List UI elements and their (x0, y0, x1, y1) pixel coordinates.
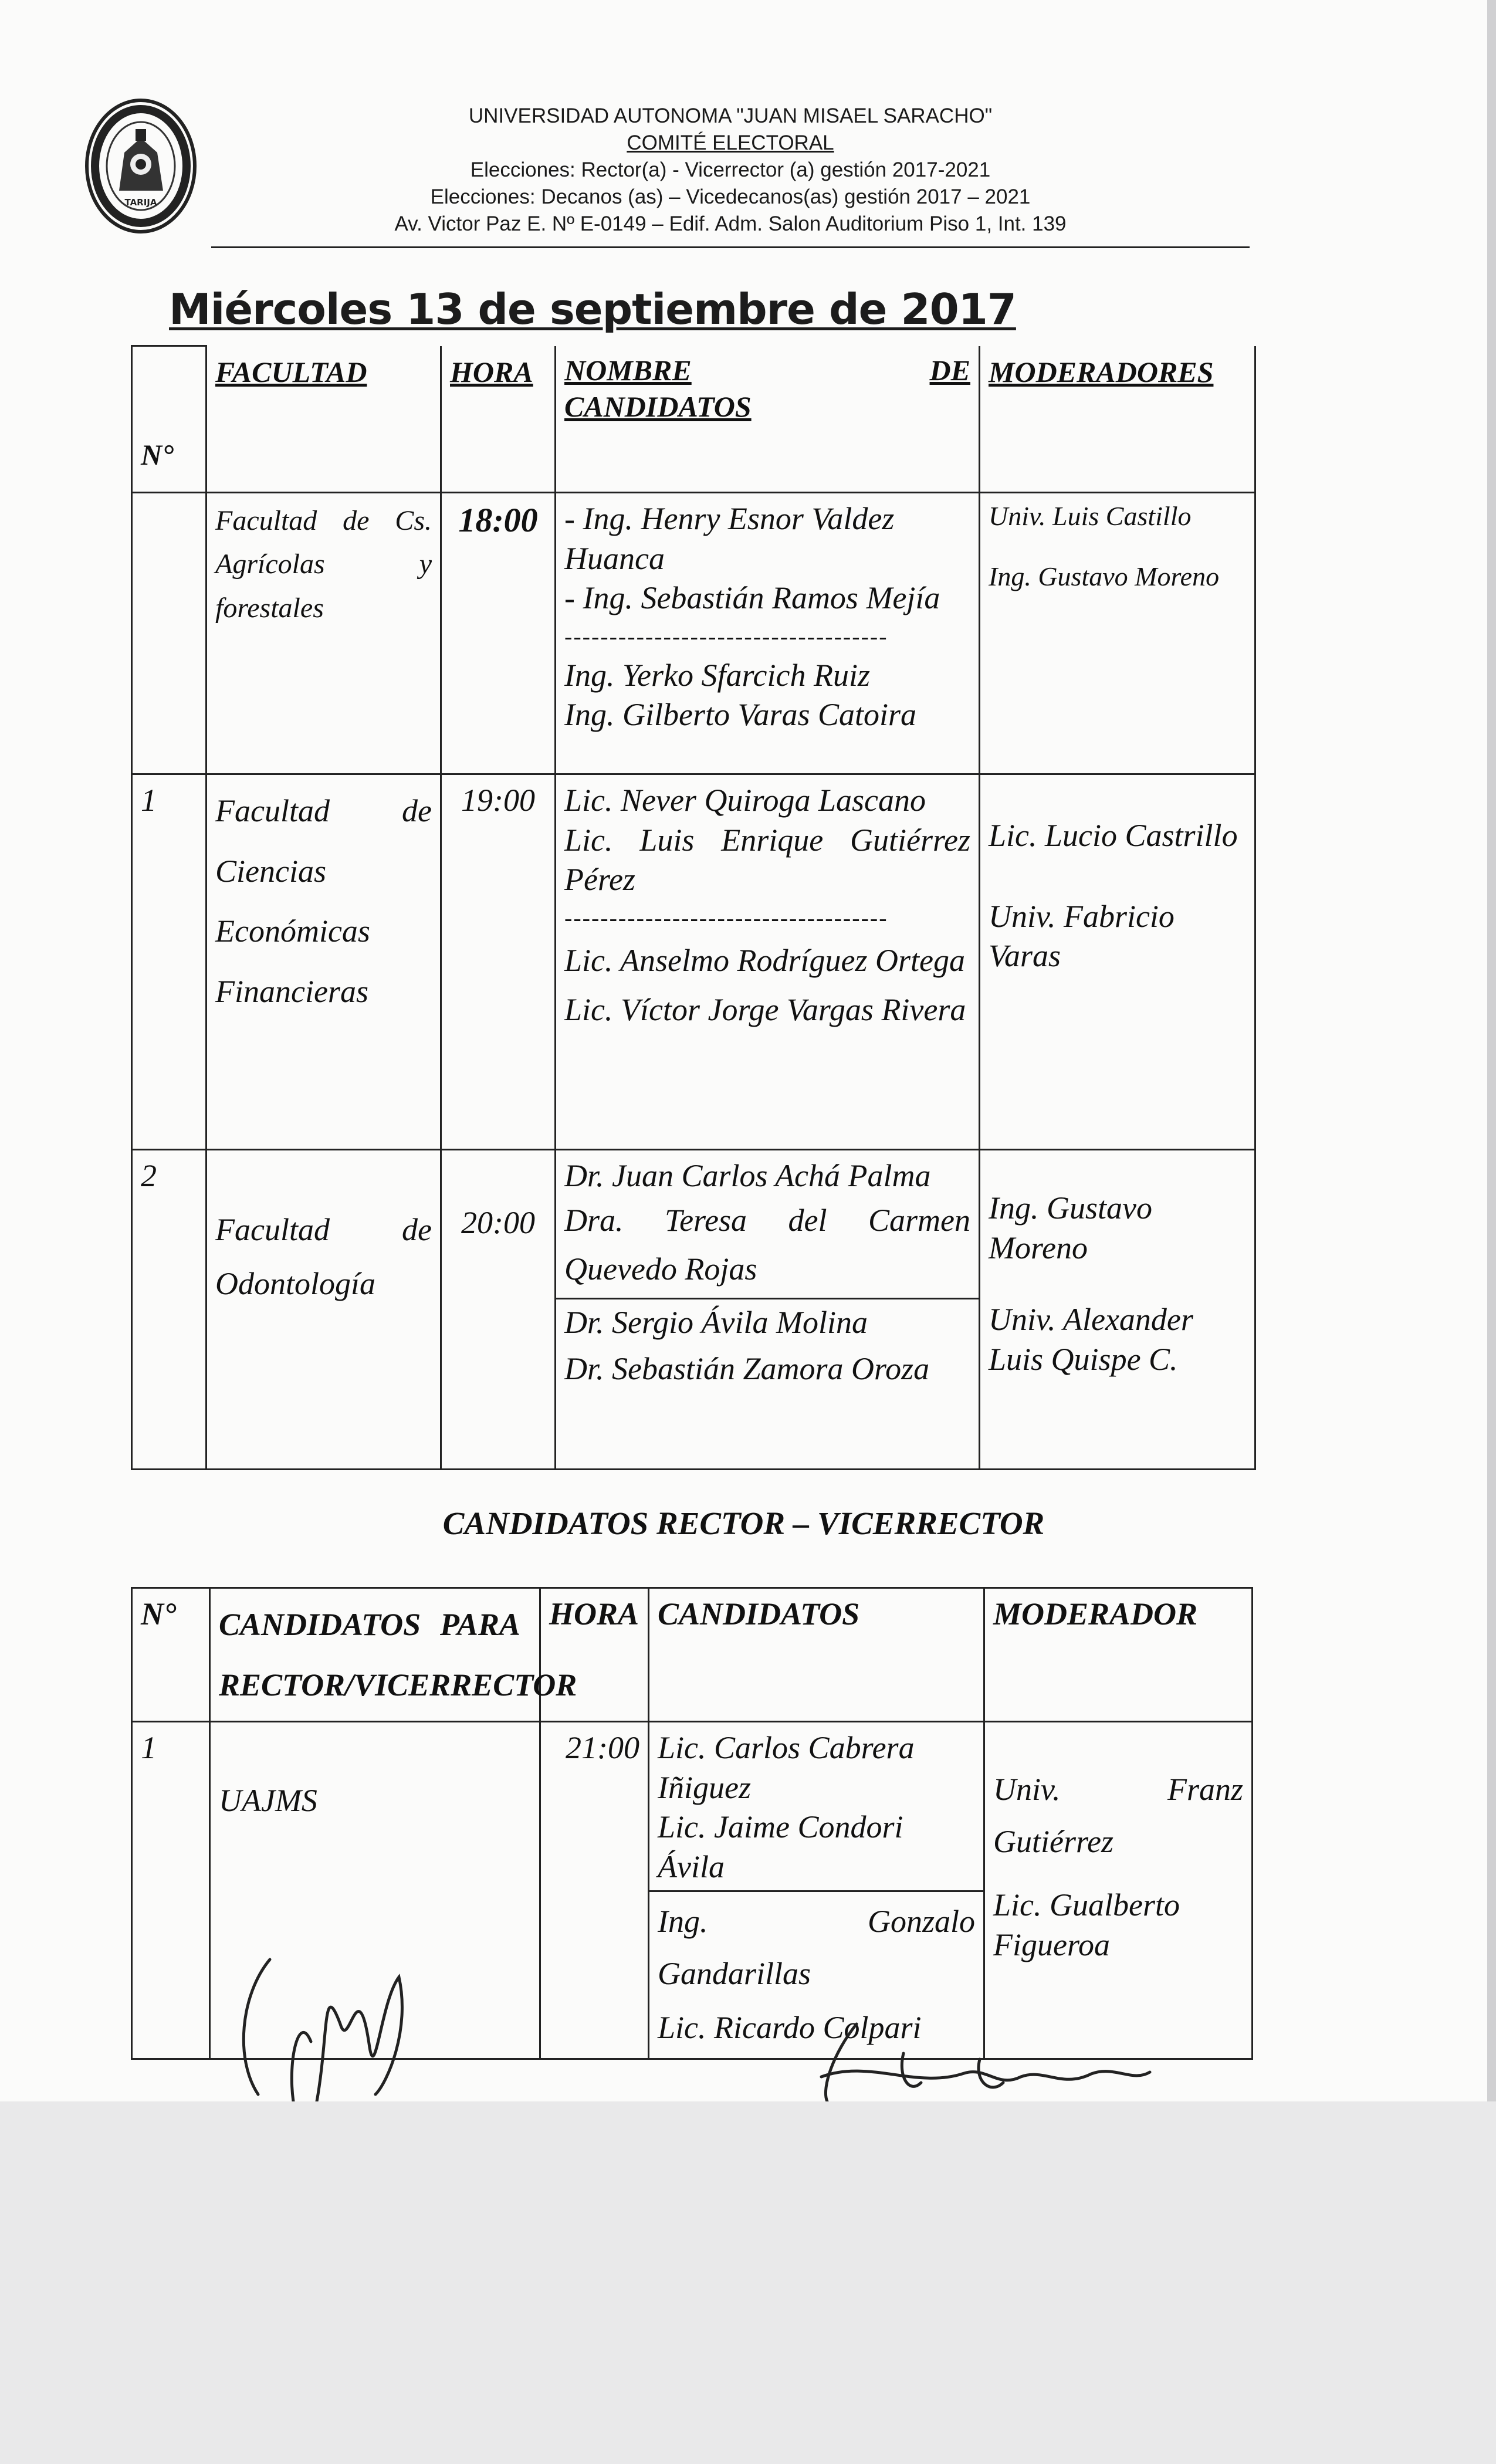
col-faculty-header: FACULTAD (207, 346, 441, 493)
scanner-edge (1487, 0, 1496, 2101)
candidates-cell: - Ing. Henry Esnor Valdez Huanca - Ing. Sebastián Ramos Mejía ------------------------------------ Ing. Yerko Sfarcich Ruiz Ing. Gilberto Varas Catoira (556, 493, 980, 774)
row-num: 2 (132, 1150, 207, 1470)
col-moderator-header: MODERADOR (984, 1588, 1253, 1722)
header-address: Av. Victor Paz E. Nº E-0149 – Edif. Adm. Salon Auditorium Piso 1, Int. 139 (394, 214, 1067, 235)
candidates-cell: Lic. Never Quiroga Lascano Lic. Luis Enrique Gutiérrez Pérez ------------------------------------ Lic. Anselmo Rodríguez Ortega Lic. Víctor Jorge Vargas Rivera (556, 774, 980, 1150)
row-num: 1 (132, 1722, 210, 2059)
header-elections-deans: Elecciones: Decanos (as) – Vicedecanos(as) gestión 2017 – 2021 (430, 185, 1031, 208)
time-cell: 19:00 (441, 774, 556, 1150)
header-divider (211, 246, 1250, 248)
col-num-header: N° (132, 346, 207, 493)
entity-cell: UAJMS (210, 1722, 540, 2059)
candidate-group-divider (556, 1298, 979, 1299)
time-cell: 18:00 (441, 493, 556, 774)
table-header-row (132, 1588, 1253, 1722)
header-elections-rector: Elecciones: Rector(a) - Vicerrector (a) gestión 2017-2021 (470, 158, 991, 181)
moderators-cell: Univ. Luis Castillo Ing. Gustavo Moreno (980, 493, 1255, 774)
table-row (132, 1150, 1255, 1470)
table-header-row (132, 346, 1255, 493)
table-row (132, 774, 1255, 1150)
candidates-cell: Dr. Juan Carlos Achá Palma Dra. Teresa del Carmen Quevedo Rojas Dr. Sergio Ávila Molina Dr. Sebastián Zamora Oroza (556, 1150, 980, 1470)
moderators-cell: Univ. Franz Gutiérrez Lic. Gualberto Figueroa (984, 1722, 1253, 2059)
header-committee: COMITÉ ELECTORAL (627, 131, 834, 154)
time-cell: 20:00 (441, 1150, 556, 1470)
col-candidates-header: CANDIDATOS (649, 1588, 984, 1722)
signature-left (223, 1942, 493, 2101)
col-num-header: N° (132, 1588, 210, 1722)
col-entity-header: CANDIDATOS PARA RECTOR/VICERRECTOR (210, 1588, 540, 1722)
faculty-cell: Facultad de Odontología (207, 1150, 441, 1470)
faculty-cell: Facultad de Ciencias Económicas Financieras (207, 774, 441, 1150)
signature-right (786, 2018, 1162, 2101)
col-time-header: HORA (441, 346, 556, 493)
faculty-cell: Facultad de Cs. Agrícolas y forestales (207, 493, 441, 774)
col-candidates-header: NOMBRE DE CANDIDATOS (556, 346, 980, 493)
header-university: UNIVERSIDAD AUTONOMA "JUAN MISAEL SARACHO" (468, 104, 993, 127)
svg-text:TARIJA: TARIJA (124, 197, 157, 208)
table-row (132, 493, 1255, 774)
row-num (132, 493, 207, 774)
faculty-debates-table (131, 345, 1256, 1470)
col-moderators-header: MODERADORES (980, 346, 1255, 493)
col-time-header: HORA (540, 1588, 649, 1722)
moderators-cell: Lic. Lucio Castrillo Univ. Fabricio Varas (980, 774, 1255, 1150)
time-cell: 21:00 (540, 1722, 649, 2059)
candidates-cell: Lic. Carlos Cabrera Iñiguez Lic. Jaime Condori Ávila Ing. Gonzalo Gandarillas Lic. Ricardo Colpari (649, 1722, 984, 2059)
page-title: Miércoles 13 de septiembre de 2017 (169, 285, 1016, 334)
university-seal-icon (84, 97, 198, 238)
candidate-group-divider (649, 1890, 983, 1892)
section-subtitle: CANDIDATOS RECTOR – VICERRECTOR (442, 1505, 1045, 1541)
moderators-cell: Ing. Gustavo Moreno Univ. Alexander Luis Quispe C. (980, 1150, 1255, 1470)
row-num: 1 (132, 774, 207, 1150)
